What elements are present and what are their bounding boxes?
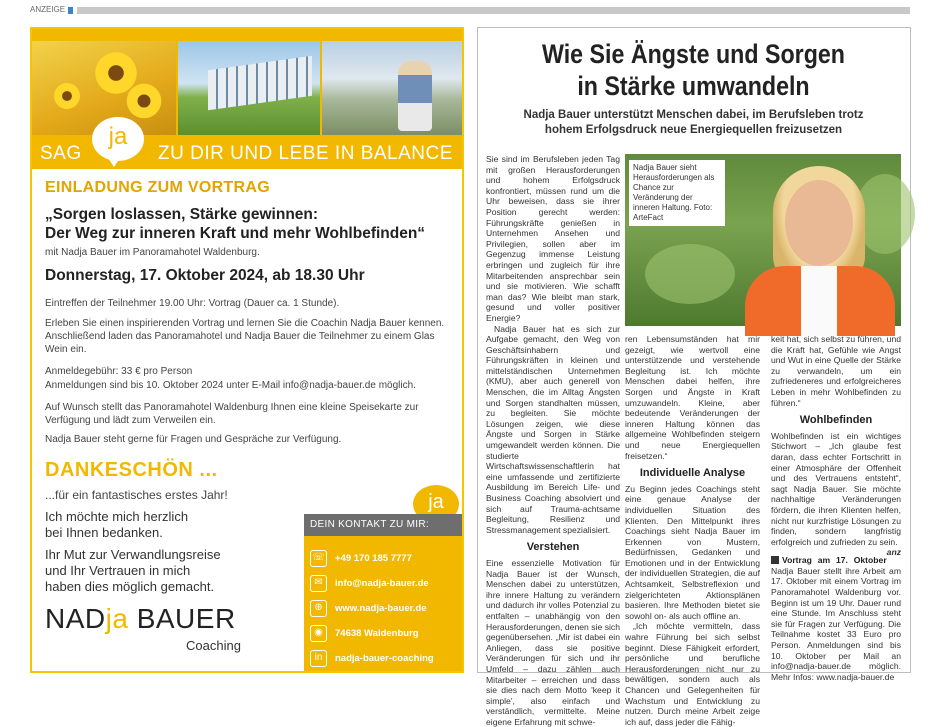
- anzeige-marker: [68, 7, 73, 14]
- section-heading-verstehen: Verstehen: [526, 541, 580, 554]
- paragraph: Eine essenzielle Motivation für Nadja Bauer ist der Wunsch, Menschen dabei zu unterstützen, ihre innere Haltung zu verändern und dadurch ihr volles Potenzial zu entfalten – unabhängig von den Herausforderungen, denen sie sich gegenübersehen. „Mir ist dabei ein Anliegen, dass sie positive Veränderungen für sich und ihr Umfeld – dazu zählen auch Mitarbeiter – erreichen und dass sie dies nach dem Motto 'keep it simple', also einfach und verständlich, vermittelte. Meine eigene Erfahrung mit schwe-: [486, 557, 620, 727]
- thank-you-text-1: [45, 509, 315, 541]
- photo-caption: Nadja Bauer sieht Herausforderungen als Chance zur Veränderung der inneren Haltung. Foto: ArteFact: [629, 160, 725, 226]
- anzeige-label: [30, 4, 77, 16]
- woman-sitting-photo: [322, 41, 462, 135]
- linkedin-icon: in: [310, 650, 327, 667]
- sunflower-image: [124, 81, 164, 121]
- arrival-info: Eintreffen der Teilnehmer 19.00 Uhr: Vortrag (Dauer ca. 1 Stunde).: [45, 298, 340, 309]
- paragraph: Nadja Bauer hat es sich zur Aufgabe gemacht, den Weg von Geschäftsinhabern und Führungskräften in kleinen und mittelständischen Unternehmen (KMU), aber auch generell von Menschen, die im Alltag Ängsten und Sorgen standhalten müssen, zu begleiten. Sie möchte Lösungen zeigen, wie diese Ängste und Sorgen in Stärke umgewandelt werden können. Die studierte Wirtschaftswissenschaftlerin hat eine umfassende und zertifizierte Ausbildung im Bereich Life- und Business Coaching absolviert und sich auf Trauma-achtsame Begleitung, Resilienz und Stressmanagement spezialisiert.: [486, 323, 620, 535]
- contact-heading: DEIN KONTAKT ZU MIR:: [304, 514, 462, 536]
- article-panel: [477, 27, 911, 727]
- thank-you-subline: ...für ein fantastisches erstes Jahr!: [45, 488, 228, 502]
- thank-you-line: Ich möchte mich herzlich: [45, 509, 189, 524]
- location-pin-icon: ◉: [310, 625, 327, 642]
- contact-website[interactable]: [310, 598, 427, 618]
- background-foliage: [645, 244, 735, 304]
- mail-icon: ✉: [310, 575, 327, 592]
- ja-speech-bubble: ja: [92, 117, 144, 161]
- advertisement-panel: [30, 27, 464, 673]
- logo-coaching-subtitle: Coaching: [186, 638, 241, 653]
- fee-info: Anmeldegebühr: 33 € pro Person: [45, 366, 193, 377]
- paragraph: ren Lebensumständen hat mir gezeigt, wie wertvoll eine unterstützende und verstehende Begleitung ist. Ich möchte Menschen dabei helfen, ihre Sorgen und Ängste in Kraft umzuwandeln. Kleine, aber bedeutende Veränderungen der inneren Haltung können das allgemeine Wohlbefinden steigern und neue Energiequellen freisetzen.“: [625, 334, 760, 461]
- contact-ja-bubble: ja: [413, 485, 459, 523]
- info-box: [771, 555, 901, 682]
- portrait-shirt: [801, 266, 837, 336]
- paragraph: Sie sind im Berufsleben jeden Tag mit großen Herausforderungen und hohem Erfolgsdruck konfrontiert, müssen rund um die Uhr beweisen, dass sie ihrer Position gerecht werden: Führungskräfte genießen in Unternehmen Ansehen und Privilegien, sollen aber im Gegenzug immense Leistung erbringen und zugleich für ihre Mitarbeitenden ansprechbar sein und sie motivieren. Wie schafft man das? Wie bleibt man stark, gesund und voller positiver Energie?: [486, 154, 620, 323]
- paragraph: keit hat, sich selbst zu führen, und die Kraft hat, Gefühle wie Angst und Wut in eine Quelle der Stärke zu verwandeln, um ein zufriedeneres und erfolgreicheres Leben in mehr Wohlbefinden zu führen.“: [771, 334, 901, 408]
- thank-you-line: haben dies möglich gemacht.: [45, 579, 215, 594]
- contact-linkedin-link[interactable]: nadja-bauer-coaching: [335, 652, 434, 664]
- subhead-line-2: hohem Erfolgsdruck neue Energiequellen freizusetzen: [544, 124, 843, 136]
- hotel-photo: [178, 41, 320, 135]
- article-headline: [508, 38, 879, 102]
- article-column-3: [771, 334, 901, 682]
- headline-line-1: Wie Sie Ängste und Sorgen: [542, 39, 845, 69]
- talk-date: Donnerstag, 17. Oktober 2024, ab 18.30 Uhr: [45, 267, 365, 284]
- talk-title-line-2: Der Weg zur inneren Kraft und mehr Wohlbefinden“: [45, 225, 426, 242]
- contact-phone-text[interactable]: +49 170 185 7777: [335, 552, 412, 564]
- info-square-icon: [771, 556, 779, 564]
- section-heading-analyse: Individuelle Analyse: [639, 467, 746, 480]
- contact-email[interactable]: [310, 573, 429, 593]
- portrait-photo: [625, 154, 901, 326]
- invitation-heading: EINLADUNG ZUM VORTRAG: [45, 179, 270, 196]
- talk-title: [45, 205, 455, 243]
- headline-line-2: in Stärke umwandeln: [577, 71, 810, 101]
- thank-you-line: Ihr Mut zur Verwandlungsreise: [45, 547, 221, 562]
- thank-you-line: und Ihr Vertrauen in mich: [45, 563, 191, 578]
- contact-offer: Nadja Bauer steht gerne für Fragen und Gespräche zur Verfügung.: [45, 434, 342, 445]
- talk-title-line-1: „Sorgen loslassen, Stärke gewinnen:: [45, 206, 319, 223]
- contact-address: [310, 623, 419, 643]
- author-signature: anz: [886, 547, 901, 558]
- talk-description: Erleben Sie einen inspirierenden Vortrag und lernen Sie die Coachin Nadja Bauer kennen. Anschließend laden das Panoramahotel und Nadja Bauer die Teilnehmer zu einem Glas Wein ein.: [45, 318, 445, 355]
- woman-figure-image: [398, 61, 432, 131]
- hotel-building-image: [208, 56, 312, 111]
- top-divider-bar: [30, 7, 910, 14]
- section-heading-wohlbefinden: Wohlbefinden: [799, 414, 873, 427]
- paragraph: „Ich möchte vermitteln, dass wahre Führung bei sich selbst beginnt. Diese Fähigkeit erfordert, persönliche und berufliche Herausforderungen nicht nur zu bewältigen, sondern auch als Chancen und Gelegenheiten für Wachstum und Entwicklung zu nutzen. Durch meine Arbeit zeige ich auf, dass jeder die Fähig-: [625, 621, 760, 727]
- ad-header-band: [32, 29, 462, 169]
- info-box-text: Nadja Bauer stellt ihre Arbeit am 17. Oktober mit einem Vortrag im Panoramahotel Waldenburg vor. Beginn ist um 19 Uhr. Dauer rund eine Stunde. Im Anschluss steht sie für Fragen zur Verfügung. Die Teilnahme kostet 33 Euro pro Person. Anmeldungen sind bis 10. Oktober per Mail an info@nadja-bauer.de möglich. Mehr Infos: www.nadja-bauer.de: [771, 565, 901, 682]
- paragraph: Zu Beginn jedes Coachings steht eine genaue Analyse der individuellen Situation des Klienten. Den Mittelpunkt ihres Coachings sieht Nadja Bauer im Erkennen von Mustern, Bedürfnissen, Gedanken und Emotionen und in der Entwicklung der individuellen Strategien, die auf Achtsamkeit, Selbstreflexion und zielgerichteten Aktionsplänen basieren. Ihre Methoden bietet sie sowohl on- als auch offline an.: [625, 483, 760, 621]
- article-column-1: [486, 154, 620, 727]
- subhead-line-1: Nadja Bauer unterstützt Menschen dabei, im Berufsleben trotz: [523, 109, 864, 121]
- contact-phone[interactable]: [310, 548, 412, 568]
- globe-icon: ⊕: [310, 600, 327, 617]
- info-box-heading: Vortrag am 17. Oktober: [782, 555, 887, 566]
- phone-icon: ☏: [310, 550, 327, 567]
- sunflower-image: [52, 81, 82, 111]
- article-subheadline: [478, 108, 909, 138]
- article-column-2: [625, 334, 760, 727]
- contact-linkedin[interactable]: [310, 648, 434, 668]
- portrait-face: [785, 180, 853, 266]
- contact-website-link[interactable]: www.nadja-bauer.de: [335, 602, 427, 614]
- slogan-sag: SAG: [40, 143, 82, 164]
- nadja-bauer-logo: NADja BAUER: [45, 603, 236, 634]
- registration-info: Anmeldungen sind bis 10. Oktober 2024 unter E-Mail info@nadja-bauer.de möglich.: [45, 380, 416, 391]
- thank-you-text-2: [45, 547, 315, 595]
- paragraph: Wohlbefinden ist ein wichtiges Stichwort – „Ich glaube fest daran, dass echter Fortschritt in einer Atmosphäre der Offenheit und des Vertrauens entsteht“, sagt Nadja Bauer. Sie möchte nachhaltige Veränderungen fördern, die ihren Klienten helfen, nicht nur kurzfristige Lösungen zu finden, sondern langfristig erfolgreich und zufrieden zu sein. anz: [771, 430, 901, 558]
- contact-email-link[interactable]: info@nadja-bauer.de: [335, 577, 429, 589]
- anzeige-text: ANZEIGE: [30, 5, 66, 14]
- thank-you-line: bei Ihnen bedanken.: [45, 525, 163, 540]
- menu-info: Auf Wunsch stellt das Panoramahotel Waldenburg Ihnen eine kleine Speisekarte zur Verfügung und lädt zum Verweilen ein.: [45, 402, 419, 426]
- contact-address-text: 74638 Waldenburg: [335, 627, 419, 639]
- slogan-rest: ZU DIR UND LEBE IN BALANCE: [158, 143, 453, 164]
- thank-you-heading: DANKESCHÖN ...: [45, 459, 218, 481]
- talk-speaker-line: mit Nadja Bauer im Panoramahotel Waldenburg.: [45, 247, 260, 258]
- contact-box: [304, 536, 462, 671]
